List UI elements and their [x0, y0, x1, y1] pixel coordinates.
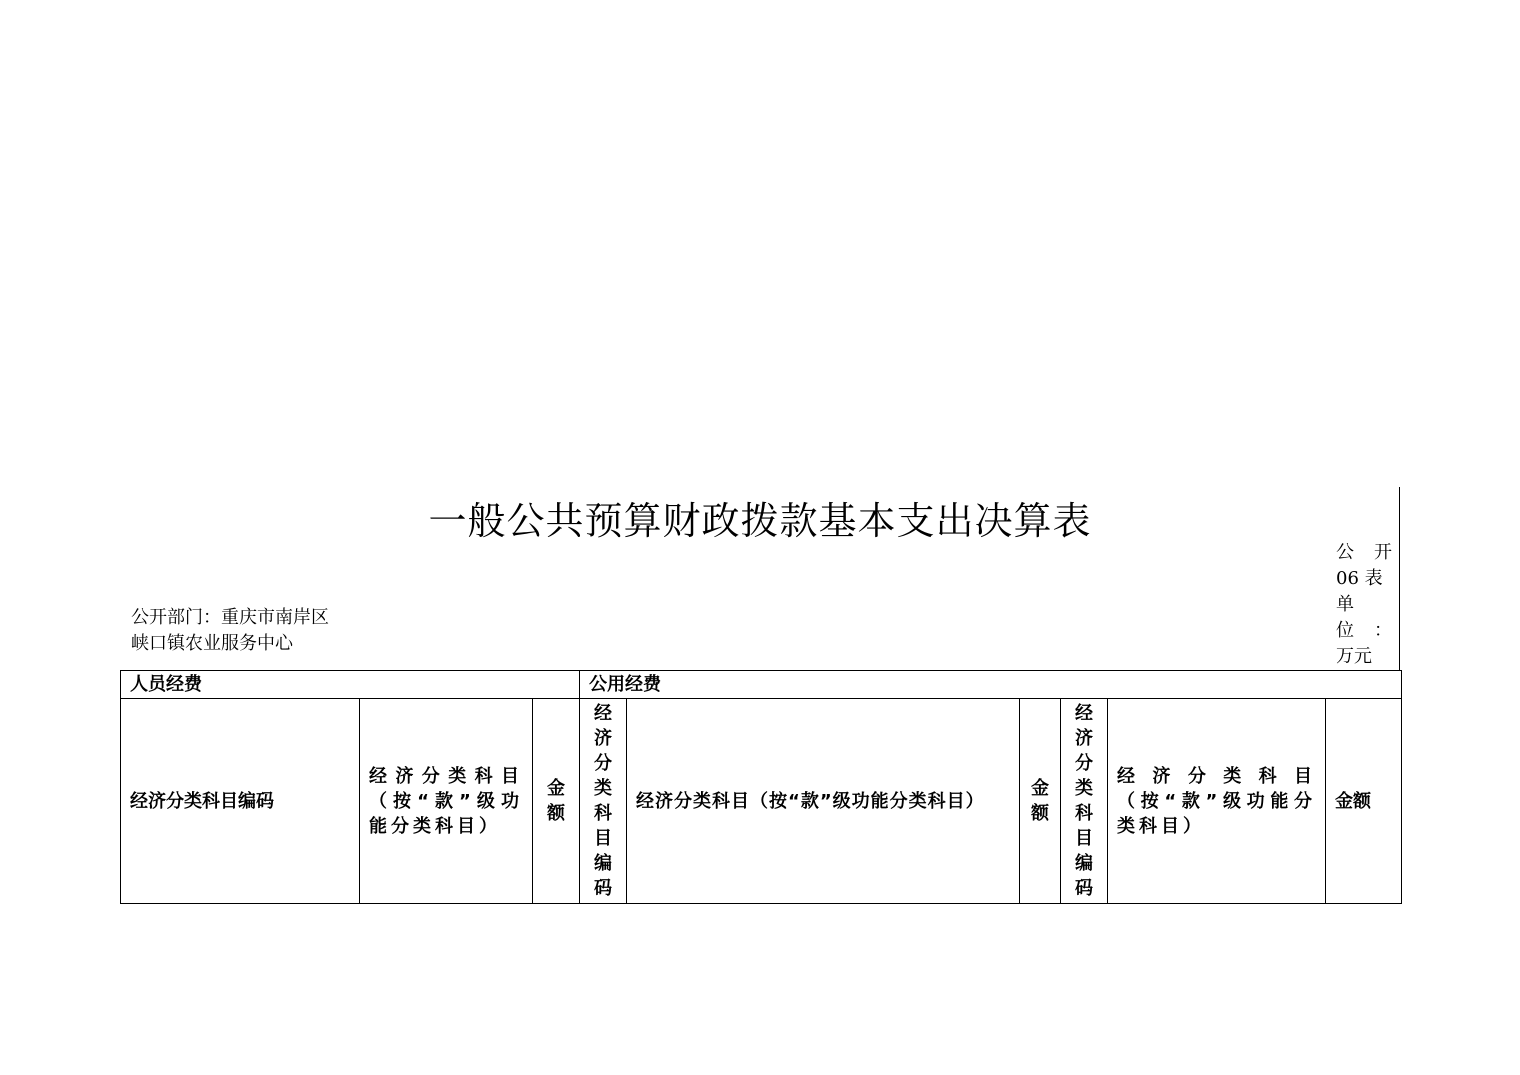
expenditure-table	[120, 670, 1402, 904]
unit-value: 万元	[1336, 646, 1372, 667]
unit-line-1: 单	[1336, 594, 1354, 615]
public-subject-header-1: 经济分类科目（按“款”级功能分类科目）	[627, 699, 1020, 904]
column-header-row	[121, 699, 1402, 904]
public-amount-label-1: 金额	[1031, 778, 1050, 824]
department-line-2: 峡口镇农业服务中心	[131, 633, 293, 654]
department-line-1: 公开部门：重庆市南岸区	[131, 607, 329, 628]
personnel-amount-label: 金额	[547, 778, 565, 824]
public-amount-header-2: 金额	[1326, 699, 1402, 904]
right-border-line	[1399, 487, 1400, 671]
page-title: 一般公共预算财政拨款基本支出决算表	[428, 499, 1092, 543]
public-code-label-2: 经济分类科目编码	[1075, 703, 1094, 899]
section-header-row	[121, 671, 1402, 699]
form-number-line-1	[1336, 540, 1392, 566]
public-code-label-1: 经济分类科目编码	[594, 703, 613, 899]
unit-colon: ：	[1374, 620, 1392, 641]
public-code-header-1	[580, 699, 627, 904]
personnel-amount-header	[533, 699, 580, 904]
public-section-header: 公用经费	[580, 671, 1402, 699]
form-number-char-1: 公	[1336, 542, 1354, 563]
public-subject-header-2: 经济分类科目（按“款”级功能分类科目）	[1108, 699, 1326, 904]
department-label	[131, 605, 329, 657]
form-number-line-2: 06 表	[1336, 568, 1383, 589]
public-amount-header-1	[1020, 699, 1061, 904]
personnel-code-header: 经济分类科目编码	[121, 699, 360, 904]
personnel-section-header: 人员经费	[121, 671, 580, 699]
form-info	[1336, 540, 1392, 670]
unit-line-2	[1336, 618, 1392, 644]
personnel-subject-header: 经济分类科目（按“款”级功能分类科目）	[360, 699, 533, 904]
form-number-char-2: 开	[1374, 542, 1392, 563]
public-code-header-2	[1061, 699, 1108, 904]
unit-char: 位	[1336, 620, 1354, 641]
